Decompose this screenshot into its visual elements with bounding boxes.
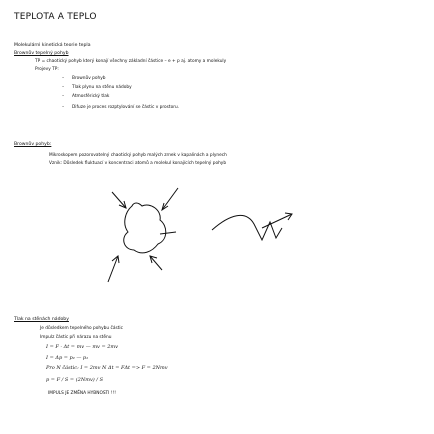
manifestation-item: Atmosférický tlak xyxy=(72,94,110,99)
pressure-heading: Tlak na stěnách nádoby xyxy=(14,317,69,322)
molecule-arrow xyxy=(162,188,178,210)
bullet-dash: – xyxy=(62,76,65,81)
pressure-line: Impulz částic při nárazu na stěnu xyxy=(40,335,112,340)
particle-outline xyxy=(124,203,166,253)
equation: Pro N částic: I = 2mv N Δt = FΔt => F = 2Nmv xyxy=(46,365,168,371)
tp-manifestations-label: Projevy TP: xyxy=(35,67,59,72)
equation: I = Δp = p₂ — p₁ xyxy=(46,355,89,361)
brownian-heading: Brownův pohyb: xyxy=(14,142,52,147)
tp-definition: TP = chaotický pohyb který konají všechny základní částice – e + p aj. atomy a molekuly xyxy=(35,59,227,64)
brownian-line: Mikroskopem pozorovatelný chaotický pohyb malých zrnek v kapalinách a plynech xyxy=(49,153,227,158)
brownian-heat-heading: Brownův tepelný pohyb xyxy=(14,51,69,56)
trajectory-arrow xyxy=(262,214,292,228)
pressure-line: Je důsledkem tepelného pohybu částic xyxy=(40,326,123,331)
bullet-dash: – xyxy=(62,85,65,90)
manifestation-item: Tlak plynu na stěnu nádoby xyxy=(72,85,132,90)
molecule-arrow xyxy=(160,232,176,234)
bullet-dash: – xyxy=(62,94,65,99)
trajectory-path xyxy=(212,215,282,240)
equation: p = F / S = (2Nmv) / S xyxy=(46,377,104,383)
manifestation-item: Difuze je proces rozptylování se částic v prostoru. xyxy=(72,105,180,110)
intro-text: Molekulárnì kinetická teorie tepla xyxy=(14,43,91,48)
molecule-arrow xyxy=(112,192,126,208)
bullet-dash: – xyxy=(62,105,65,110)
manifestation-item: Brownův pohyb xyxy=(72,76,106,81)
brownian-line: Vznik: Důsledek fluktuací v koncentraci atomů a molekul konajících tepelný pohyb xyxy=(49,161,227,166)
equation: I = F · Δt = mv — mv = 2mv xyxy=(46,344,118,350)
page-title: TEPLOTA A TEPLO xyxy=(14,12,97,22)
conclusion-text: IMPULS JE ZMĚNA HYBNOSTI !!! xyxy=(48,391,116,396)
